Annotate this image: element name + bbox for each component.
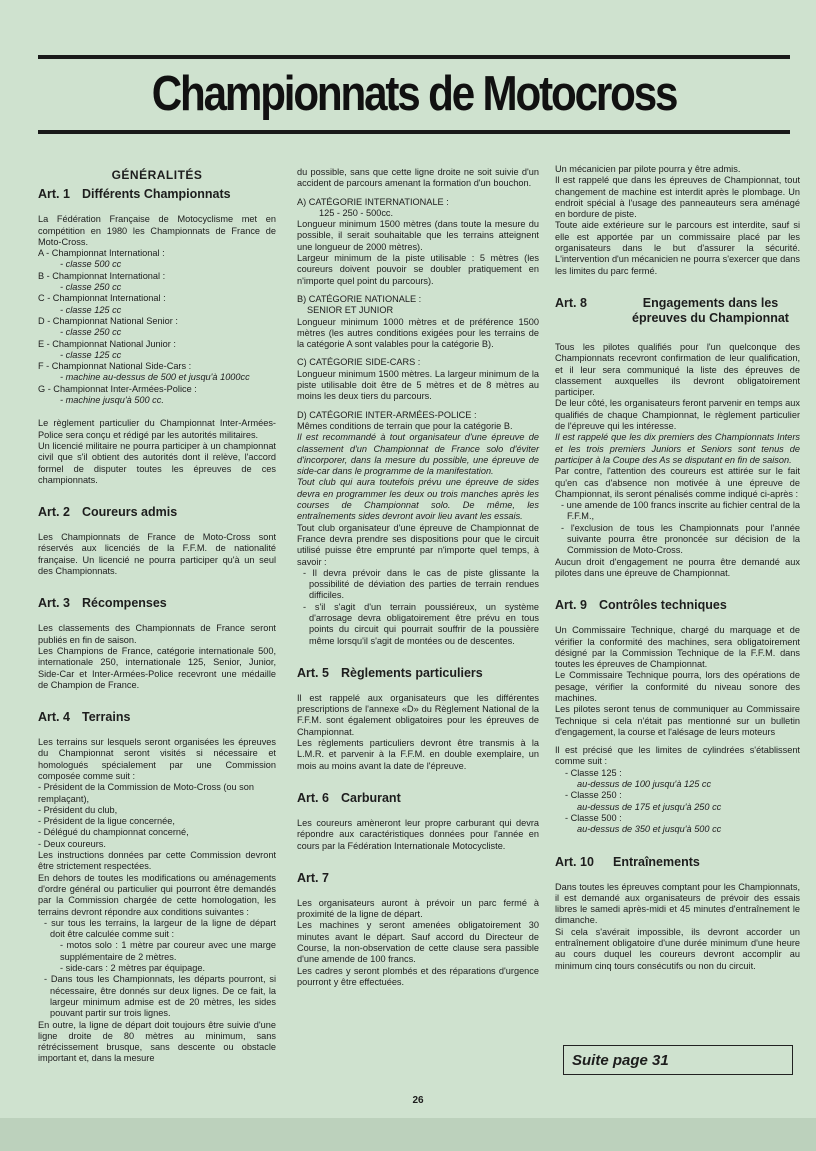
art4-cat-c-title: C) CATÉGORIE SIDE-CARS :: [297, 357, 421, 368]
art1-paragraph-3: Un licencié militaire ne pourra participer à un championnat civil que s'il obtient des autorités dont il relève, l'accord formel de disputer toutes les épreuves de ces championnats.: [38, 440, 276, 485]
art9-paragraph-4: Il est précisé que les limites de cylindrées s'établissent comme suit :: [555, 745, 800, 767]
art9-paragraph-3: Les pilotes seront tenus de communiquer au Commissaire Technique si cela n'était pas mentionné sur un bulletin d'engagement, la course et l'alésage de leurs moteurs: [555, 704, 800, 737]
art1-heading: Art. 1 Différents Championnats: [38, 187, 231, 202]
art7-paragraph-5: Il est rappelé que dans les épreuves de Championnat, tout changement de machine est interdit après le plombage. Un endroit spécial à l'usage des panneauteurs sera aménagé en bordure de piste.: [555, 175, 800, 220]
art3-paragraph-2: Les Champions de France, catégorie internationale 500, internationale 250, internationale 125, Senior, Junior, Side-Car et Inter-Armées-Police recevront une médaille de Champion de France.: [38, 645, 276, 690]
art9-paragraph-2: Le Commissaire Technique pourra, lors des opérations de pesage, vérifier la conformité du niveau sonore des machines.: [555, 670, 800, 703]
art4-cat-d-paragraph-2: Tout club organisateur d'une épreuve de Championnat de France devra prendre ses dispositions pour que le circuit utilisé puisse être emprunté par n'importe quel temps, à savoir :: [297, 522, 539, 567]
top-rule: [38, 55, 790, 59]
art8-paragraph-2: De leur côté, les organisateurs feront parvenir en temps aux qualifiés de chaque Championnat, le règlement particulier de l'épreuve qui les intéresse.: [555, 398, 800, 432]
art6-heading: Art. 6 Carburant: [297, 790, 401, 805]
art7-paragraph-2: Les machines y seront amenées obligatoirement 30 minutes avant le départ. Sauf accord du Directeur de Course, la non-observation de cette clause sera passible d'une amende de 100 francs.: [297, 920, 539, 965]
art7-heading: Art. 7: [297, 870, 329, 885]
art4-list-2: - Dans tous les Championnats, les départs pourront, si nécessaire, être donnés sur deux lignes. De ce fait, la largeur minimum admise est de 20 mètres, les sides pouvant partir sur trois lignes.: [44, 974, 276, 1019]
art4-paragraph-3: En dehors de toutes les modifications ou aménagements d'ordre général ou particulier qui pourront être demandés par la Commission chargée de cette homologation, les terrains devront répondre aux conditions suivantes :: [38, 872, 276, 917]
art5-heading: Art. 5 Règlements particuliers: [297, 665, 483, 680]
art7-paragraph-3: Les cadres y seront plombés et des réparations d'urgence pourront y être effectuées.: [297, 965, 539, 987]
art3-paragraph-1: Les classements des Championnats de France seront publiés en fin de saison.: [38, 623, 276, 645]
art4-cat-d-italic-2: Tout club qui aura toutefois prévu une épreuve de sides devra en programmer les deux ou trois manches après les courses de Championnat solo. De même, les entraînements sides devront avoir lieu avant les essais.: [297, 477, 539, 522]
section-heading-generalites: GÉNÉRALITÉS: [111, 168, 203, 182]
art10-heading: Art. 10 Entraînements: [555, 854, 700, 869]
art9-class-list: - Classe 125 : au-dessus de 100 jusqu'à 125 cc - Classe 250 : au-dessus de 175 et jusqu'à 250 cc - Classe 500 : au-dessus de 350 et jusqu'à 500 cc: [565, 767, 722, 835]
page-number: 26: [412, 1095, 424, 1106]
column-2: [297, 167, 539, 988]
art8-heading: Art. 8 Engagements dans les épreuves du Championnat: [555, 295, 789, 325]
art4-paragraph-2: Les instructions données par cette Commission devront être strictement respectées.: [38, 850, 276, 872]
art6-paragraph: Les coureurs amèneront leur propre carburant qui devra répondre aux caractéristiques données pour l'année en cours par la Fédération Internationale Motocycliste.: [297, 817, 539, 851]
art4-cat-a-sub: 125 - 250 - 500cc.: [319, 207, 394, 218]
art1-paragraph-2: Le règlement particulier du Championnat Inter-Armées-Police sera conçu et rédigé par les autorités militaires.: [38, 418, 276, 440]
art2-heading: Art. 2 Coureurs admis: [38, 505, 178, 520]
art7-paragraph-4: Un mécanicien par pilote pourra y être admis.: [555, 164, 741, 174]
art4-list-1a: - motos solo : 1 mètre par coureur avec une marge supplémentaire de 2 mètres.: [60, 940, 276, 962]
art4-cat-b-title: B) CATÉGORIE NATIONALE :: [297, 293, 422, 304]
art4-cat-a-paragraph-2: Largeur minimum de la piste utilisable : 5 mètres (les coureurs doivent pouvoir se doubler pratiquement en n'importe quel point du parcours).: [297, 253, 539, 286]
column-3: [555, 164, 800, 972]
art4-cat-d-title: D) CATÉGORIE INTER-ARMÉES-POLICE :: [297, 409, 477, 420]
bottom-margin-band: [0, 1118, 816, 1151]
art4-cat-d-list-1: - Il devra prévoir dans le cas de piste glissante la possibilité de déviation des parties de terrain rendues difficiles.: [303, 567, 539, 601]
art4-cat-b-paragraph: Longueur minimum 1000 mètres et de préférence 1500 mètres (les autres conditions exigées pour les terrains de la catégorie A sont valables pour la catégorie B).: [297, 316, 539, 350]
page-title: Championnats de Motocross: [151, 67, 677, 121]
art1-championship-list: A - Championnat International : - classe 500 cc B - Championnat International : - classe 250 cc C - Championnat International : - classe 125 cc D - Championnat National Senior : - classe 250 cc E - Championnat National Junior : - classe 125 cc F - Championnat National Side-Cars : - machine au-dessus de 500 et jusqu'à 1000cc G - Championnat Inter-Armées-Police : - machine jusqu'à 500 cc.: [38, 248, 250, 406]
art3-heading: Art. 3 Récompenses: [38, 596, 167, 611]
art5-paragraph-2: Les règlements particuliers devront être transmis à la L.M.R. et parvenir à la F.F.M. en double exemplaire, un mois au moins avant la date de l'épreuve.: [297, 738, 539, 771]
art4-list-1b: - side-cars : 2 mètres par équipage.: [60, 963, 206, 974]
art9-heading: Art. 9 Contrôles techniques: [555, 598, 727, 613]
art4-cat-d-list-2: - s'il s'agit d'un terrain poussiéreux, un système d'arrosage devra obligatoirement être prévu en tous points du circuit qui pourrait souffrir de la poussière même lorsqu'il s'agit de montées ou de descentes.: [303, 601, 539, 646]
art4-cat-c-paragraph: Longueur minimum 1500 mètres. La largeur minimum de la piste utilisable doit être de 5 mètres et de 8 mètres au moins les deux tiers du parcours.: [297, 368, 539, 402]
title-bottom-rule: [38, 130, 790, 134]
art2-paragraph: Les Championnats de France de Moto-Cross sont réservés aux licenciés de la F.F.M. de nationalité française. Un licencié ne pourra participer qu'à un seul des Championnats.: [38, 532, 276, 577]
art1-intro: La Fédération Française de Motocyclisme met en compétition en 1980 les Championnats de France de Moto-Cross.: [38, 214, 276, 247]
art4-cat-a-title: A) CATÉGORIE INTERNATIONALE :: [297, 196, 449, 207]
art4-paragraph-1: Les terrains sur lesquels seront organisées les épreuves du Championnat seront visités si nécessaire et homologués spécialement par une Commission composée comme suit :: [38, 737, 276, 781]
art8-list-2: - l'exclusion de tous les Championnats pour l'année suivante pourra être prononcée sur décision de la Commission de Moto-Cross.: [561, 522, 800, 556]
column-1: [38, 164, 276, 1065]
art4-paragraph-4: En outre, la ligne de départ doit toujours être suivie d'une ligne droite de 80 mètres au minimum, sans rétrécissement brusque, sans descente ou obstacle important et, dans la mesure: [38, 1019, 276, 1064]
art5-paragraph-1: Il est rappelé aux organisateurs que les différentes prescriptions de l'annexe «D» du Règlement National de la F.F.M. sont également obligatoires pour les épreuves de Championnat.: [297, 692, 539, 737]
art8-paragraph-4: Par contre, l'attention des coureurs est attirée sur le fait qu'en cas d'absence non motivée à une épreuve de Championnat, ils seront pénalisés comme indiqué ci-après :: [555, 466, 800, 499]
art8-paragraph-1: Tous les pilotes qualifiés pour l'un quelconque des Championnats recevront confirmation de leur qualification, et il leur sera communiqué la liste des épreuves de classement auxquelles ils devront obligatoirement participer.: [555, 341, 800, 398]
art8-paragraph-5: Aucun droit d'engagement ne pourra être demandé aux pilotes dans une épreuve de Championnat.: [555, 556, 800, 578]
art4-commission-members: - Président de la Commission de Moto-Cross (ou son remplaçant), - Président du club, - Président de la ligue concernée, - Délégué du championnat concerné, - Deux coureurs.: [38, 782, 254, 849]
art10-paragraph-1: Dans toutes les épreuves comptant pour les Championnats, il est demandé aux organisateurs de prévoir des essais libres le samedi après-midi et 45 minutes d'entraînement le dimanche.: [555, 881, 800, 926]
art4-list-1: - sur tous les terrains, la largeur de la ligne de départ doit être calculée comme suit :: [44, 917, 276, 940]
art8-list-1: - une amende de 100 francs inscrite au fichier central de la F.F.M.,: [561, 500, 801, 522]
art8-paragraph-3: Il est rappelé que les dix premiers des Championnats Inters et les trois premiers Juniors et Seniors sont tenus de participer à la Coupe des As se disputant en fin de saison.: [555, 432, 800, 465]
art4-cat-b-sub: SENIOR ET JUNIOR: [307, 305, 394, 316]
art7-paragraph-1: Les organisateurs auront à prévoir un parc fermé à proximité de la ligne de départ.: [297, 897, 539, 920]
art4-paragraph-5: du possible, sans que cette ligne droite ne soit suivie d'un accident de parcours amenant la formation d'un bouchon.: [297, 167, 539, 189]
art4-heading: Art. 4 Terrains: [38, 710, 131, 725]
continued-box: Suite page 31: [563, 1045, 793, 1075]
art7-paragraph-6: Toute aide extérieure sur le parcours est interdite, sauf si elle est apportée par un commissaire placé par les organisateurs dans le but d'assurer la sécurité. L'intervention d'un mécanicien ne pourra s'exercer que dans les limites du parc fermé.: [555, 220, 800, 276]
art10-paragraph-2: Si cela s'avérait impossible, ils devront accorder un entraînement obligatoire d'une durée minimum d'une heure au cours duquel les coureurs devront accomplir au minimum cinq tours consécutifs ou non du circuit.: [555, 926, 800, 971]
art9-paragraph-1: Un Commissaire Technique, chargé du marquage et de vérifier la conformité des machines, sera obligatoirement désigné par la Commission Technique de la F.F.M. dans toutes les épreuves de Championnat.: [555, 625, 800, 670]
art4-cat-d-italic-1: Il est recommandé à tout organisateur d'une épreuve de classement d'un Championnat de France solo d'éviter d'incorporer, dans la mesure du possible, une épreuve de side-car dans le programme de la manifestation.: [297, 432, 539, 477]
art4-cat-d-paragraph-1: Mêmes conditions de terrain que pour la catégorie B.: [297, 420, 513, 431]
art4-cat-a-paragraph-1: Longueur minimum 1500 mètres (dans toute la mesure du possible, il serait souhaitable que les terrains atteignent une longueur de 2000 mètres).: [297, 219, 539, 252]
